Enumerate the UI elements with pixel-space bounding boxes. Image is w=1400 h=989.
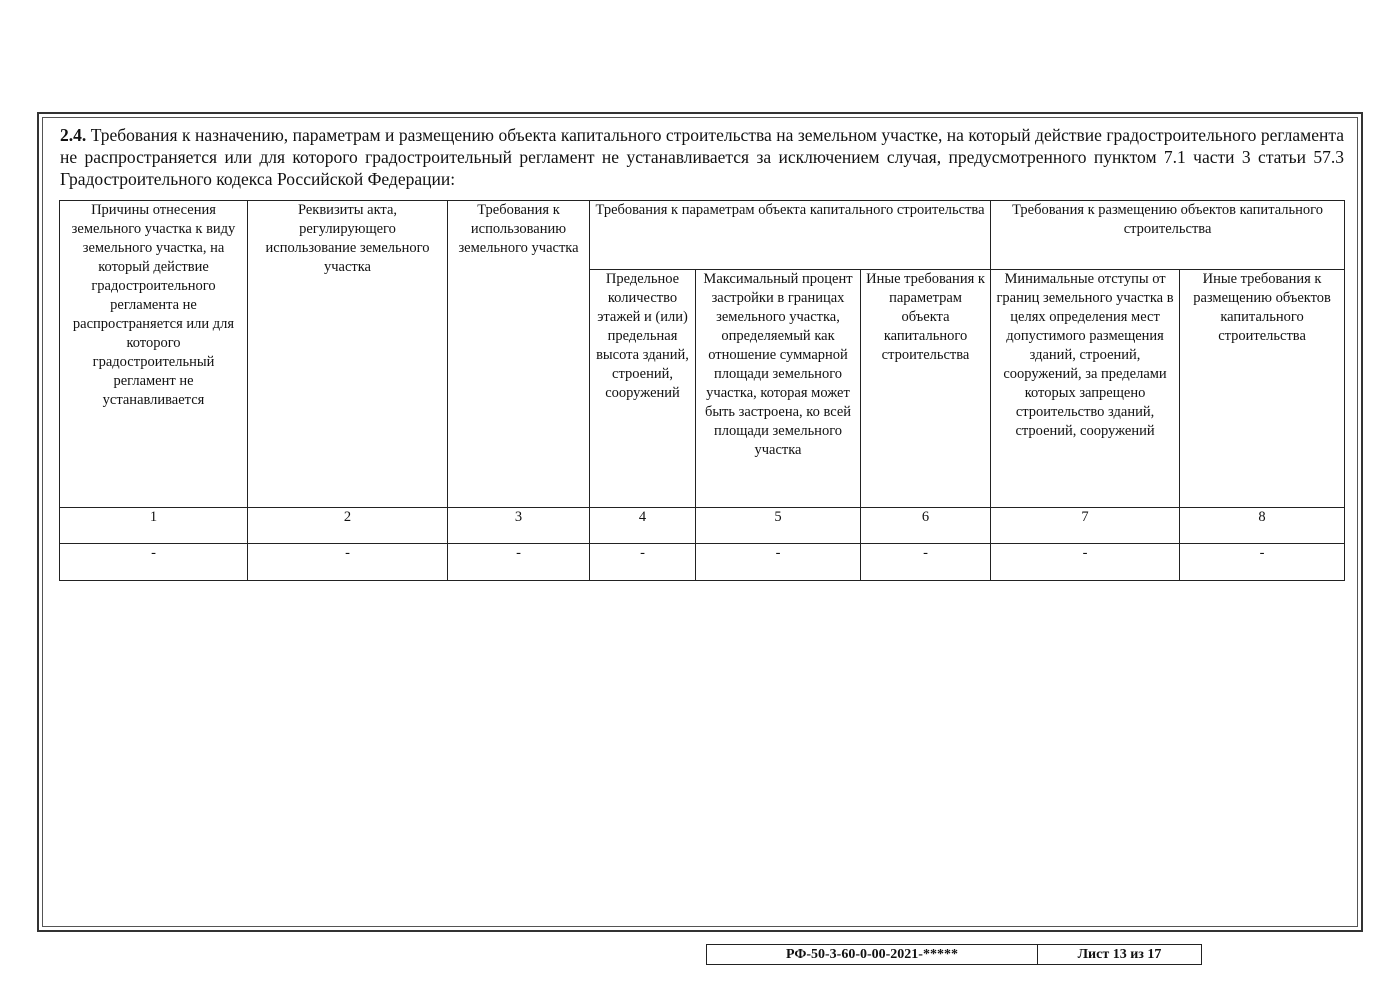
- col3-header: Требования к использованию земельного участка: [448, 201, 590, 508]
- table-cell: -: [1180, 544, 1345, 581]
- column-number: 8: [1180, 508, 1345, 544]
- requirements-table: [59, 200, 1345, 581]
- column-number: 1: [60, 508, 248, 544]
- column-number: 5: [696, 508, 861, 544]
- section-number: 2.4.: [60, 125, 87, 145]
- col2-header: Реквизиты акта, регулирующего использование земельного участка: [248, 201, 448, 508]
- table-cell: -: [60, 544, 248, 581]
- column-number: 3: [448, 508, 590, 544]
- sheet-number: Лист 13 из 17: [1077, 947, 1162, 962]
- col8-header: Иные требования к размещению объектов капитального строительства: [1180, 270, 1345, 508]
- table-cell: -: [590, 544, 696, 581]
- table-row: [60, 544, 1345, 581]
- table-cell: -: [448, 544, 590, 581]
- col6-header: Иные требования к параметрам объекта капитального строительства: [861, 270, 991, 508]
- table-cell: -: [696, 544, 861, 581]
- table-cell: -: [991, 544, 1180, 581]
- column-number: 7: [991, 508, 1180, 544]
- group-placement-header: Требования к размещению объектов капитального строительства: [991, 201, 1345, 270]
- document-stamp: [706, 944, 1202, 965]
- table-header-row: [60, 201, 1345, 270]
- col1-header: Причины отнесения земельного участка к виду земельного участка, на который действие градостроительного регламента не распространяется или для которого градостроительный регламент не устанавливается: [60, 201, 248, 508]
- table-cell: -: [861, 544, 991, 581]
- table-cell: -: [248, 544, 448, 581]
- column-number-row: [60, 508, 1345, 544]
- document-code: РФ-50-3-60-0-00-2021-*****: [707, 945, 1038, 964]
- col5-header: Максимальный процент застройки в границах земельного участка, определяемый как отношение суммарной площади земельного участка, которая может быть застроена, ко всей площади земельного участка: [696, 270, 861, 508]
- column-number: 6: [861, 508, 991, 544]
- column-number: 2: [248, 508, 448, 544]
- section-heading: [60, 124, 1344, 190]
- column-number: 4: [590, 508, 696, 544]
- col4-header: Предельное количество этажей и (или) предельная высота зданий, строений, сооружений: [590, 270, 696, 508]
- col7-header: Минимальные отступы от границ земельного участка в целях определения мест допустимого размещения зданий, строений, сооружений, за пределами которых запрещено строительство зданий, строений, сооружений: [991, 270, 1180, 508]
- group-parameters-header: Требования к параметрам объекта капитального строительства: [590, 201, 991, 270]
- section-text: Требования к назначению, параметрам и размещению объекта капитального строительства на земельном участке, на который действие градостроительного регламента не распространяется или для которого градостроительный регламент не устанавливается за исключением случая, предусмотренного пунктом 7.1 части 3 статьи 57.3 Градостроительного кодекса Российской Федерации:: [60, 125, 1345, 189]
